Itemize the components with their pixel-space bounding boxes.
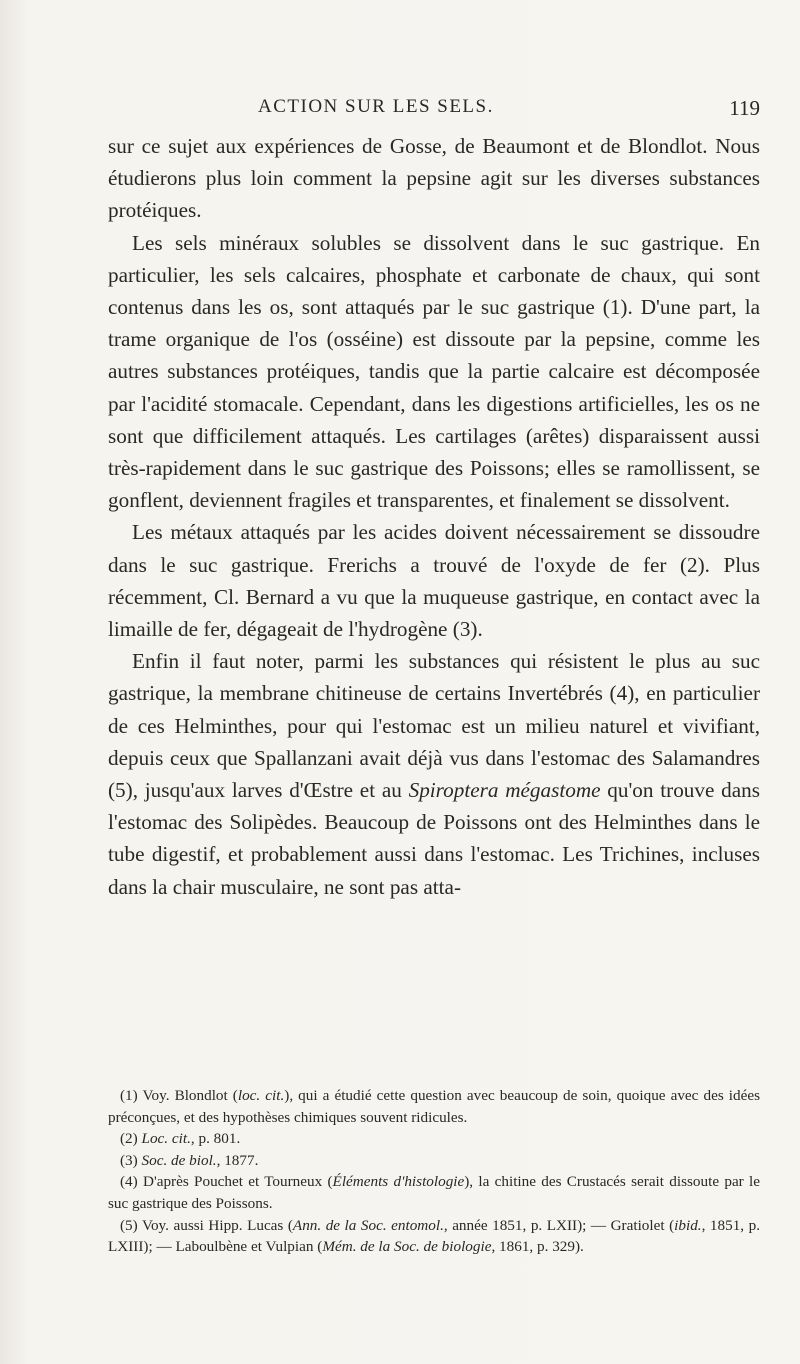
species-name: Spiroptera mégastome (408, 778, 601, 803)
footnote-text: , 1851, p. LXIII); — Laboulbène et Vulpian ( (108, 1216, 760, 1256)
paragraph-1 (108, 130, 760, 227)
footnote-5 (108, 1215, 760, 1258)
paragraph-text: sur ce sujet aux expériences de Gosse, de Beaumont et de Blondlot. Nous étudierons plus loin comment la pepsine agit sur les diverses substances protéiques. (108, 134, 760, 223)
footnote-citation: Ann. de la Soc. entomol. (292, 1216, 444, 1234)
paragraph-text: Enfin il faut noter, parmi les substances qui résistent le plus au suc gastrique, la membrane chitineuse de certains Invertébrés (4), en particulier de ces Helminthes, pour qui l'estomac est un milieu naturel et vivifiant, depuis ceux que Spallanzani avait déjà vus dans l'estomac des Salamandres (5), jusqu'aux larves d'Œstre et au (108, 649, 760, 803)
paragraph-3 (108, 516, 760, 645)
footnote-text: , 1861, p. 329). (491, 1238, 584, 1256)
footnote-3 (108, 1150, 760, 1172)
page-number: 119 (729, 96, 760, 120)
footnote-citation: ibid. (674, 1216, 702, 1234)
footnote-text: (3) (120, 1151, 142, 1169)
footnotes (108, 1085, 760, 1258)
footnote-text: , p. 801. (190, 1130, 241, 1148)
paragraph-2 (108, 227, 760, 517)
footnote-text: ), qui a étudié cette question avec beaucoup de soin, quoique avec des idées préconçues, et des hypothèses chimiques souvent ridicules. (108, 1087, 760, 1126)
footnote-text: ), la chitine des Crustacés serait dissoute par le suc gastrique des Poissons. (108, 1173, 760, 1212)
footnote-citation: loc. cit. (237, 1087, 285, 1104)
footnote-citation: Mém. de la Soc. de biologie (322, 1238, 492, 1256)
paragraph-text: qu'on trouve dans l'estomac des Solipèdes. Beaucoup de Poissons ont des Helminthes dans le tube digestif, et probablement aussi dans l'estomac. Les Trichines, incluses dans la chair musculaire, ne sont pas atta- (108, 778, 760, 899)
footnote-text: (2) (120, 1130, 142, 1148)
footnote-text: (5) Voy. aussi Hipp. Lucas ( (120, 1216, 293, 1234)
page-header (108, 96, 760, 126)
footnote-2 (108, 1128, 760, 1150)
footnote-citation: Loc. cit. (141, 1130, 191, 1148)
footnote-citation: Soc. de biol. (141, 1151, 217, 1169)
footnote-citation: Éléments d'histologie (332, 1173, 465, 1191)
footnote-4 (108, 1171, 760, 1214)
paragraph-text: Les métaux attaqués par les acides doivent nécessairement se dissoudre dans le suc gastrique. Frerichs a trouvé de l'oxyde de fer (2). Plus récemment, Cl. Bernard a vu que la muqueuse gastrique, en contact avec la limaille de fer, dégageait de l'hydrogène (3). (108, 520, 760, 642)
footnote-text: , année 1851, p. LXII); — Gratiolet ( (443, 1216, 675, 1234)
footnote-1 (108, 1085, 760, 1128)
footnote-text: (1) Voy. Blondlot ( (120, 1087, 238, 1104)
footnote-text: (4) D'après Pouchet et Tourneux ( (120, 1173, 333, 1191)
footnote-text: , 1877. (216, 1151, 259, 1169)
running-head: ACTION SUR LES SELS. (258, 96, 494, 117)
paragraph-4 (108, 645, 760, 903)
paragraph-text: Les sels minéraux solubles se dissolvent dans le suc gastrique. En particulier, les sels calcaires, phosphate et carbonate de chaux, qui sont contenus dans les os, sont attaqués par le suc gastrique (1). D'une part, la trame organique de l'os (osséine) est dissoute par la pepsine, comme les autres substances protéiques, tandis que la partie calcaire est décomposée par l'acidité stomacale. Cependant, dans les digestions artificielles, les os ne sont que difficilement attaqués. Les cartilages (arêtes) disparaissent aussi très-rapidement dans le suc gastrique des Poissons; elles se ramollissent, se gonflent, deviennent fragiles et transparentes, et finalement se dissolvent. (108, 230, 760, 513)
body-text (108, 130, 760, 903)
